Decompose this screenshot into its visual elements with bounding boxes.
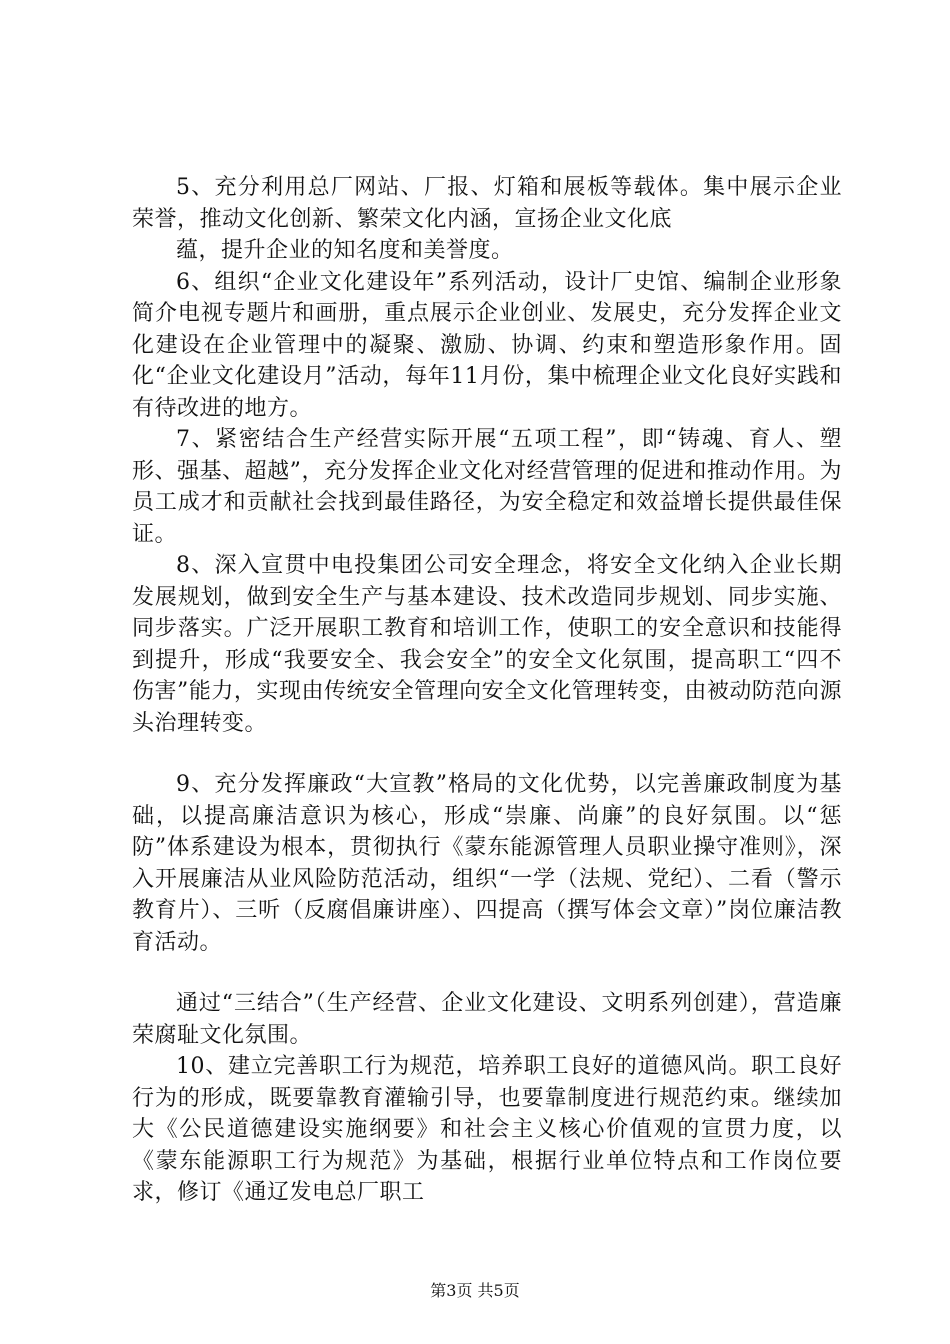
paragraph-6: 6、组织“企业文化建设年”系列活动，设计厂史馆、编制企业形象简介电视专题片和画册，重点展示企业创业、发展史，充分发挥企业文化建设在企业管理中的凝聚、激励、协调、约束和塑造形象作用。固化“企业文化建设月”活动，每年11月份，集中梳理企业文化良好实践和有待改进的地方。 bbox=[132, 269, 842, 421]
page-number-footer: 第3页 共5页 bbox=[430, 1281, 520, 1300]
paragraph-7: 7、紧密结合生产经营实际开展“五项工程”，即“铸魂、育人、塑形、强基、超越”，充分发挥企业文化对经营管理的促进和推动作用。为员工成才和贡献社会找到最佳路径，为安全稳定和效益增长提供最佳保证。 bbox=[132, 427, 842, 547]
paragraph-5-continued: 蕴，提升企业的知名度和美誉度。 bbox=[176, 238, 514, 263]
document-body bbox=[132, 172, 842, 1209]
paragraph-9: 9、充分发挥廉政“大宣教”格局的文化优势，以完善廉政制度为基础，以提高廉洁意识为核心，形成“崇廉、尚廉”的良好氛围。以“惩防”体系建设为根本，贯彻执行《蒙东能源管理人员职业操守准则》，深入开展廉洁从业风险防范活动，组织“一学（法规、党纪）、二看（警示教育片）、三听（反腐倡廉讲座）、四提高（撰写体会文章）”岗位廉洁教育活动。 bbox=[132, 772, 842, 955]
paragraph-10: 10、建立完善职工行为规范，培养职工良好的道德风尚。职工良好行为的形成，既要靠教育灌输引导，也要靠制度进行规范约束。继续加大《公民道德建设实施纲要》和社会主义核心价值观的宣贯力度，以《蒙东能源职工行为规范》为基础，根据行业单位特点和工作岗位要求，修订《通辽发电总厂职工 bbox=[132, 1054, 842, 1205]
paragraph-9-continued: 通过“三结合”（生产经营、企业文化建设、文明系列创建），营造廉荣腐耻文化氛围。 bbox=[132, 991, 842, 1048]
paragraph-5: 5、充分利用总厂网站、厂报、灯箱和展板等载体。集中展示企业荣誉，推动文化创新、繁荣文化内涵，宣扬企业文化底 bbox=[132, 175, 842, 232]
paragraph-8: 8、深入宣贯中电投集团公司安全理念，将安全文化纳入企业长期发展规划，做到安全生产与基本建设、技术改造同步规划、同步实施、同步落实。广泛开展职工教育和培训工作，使职工的安全意识和技能得到提升，形成“我要安全、我会安全”的安全文化氛围，提高职工“四不伤害”能力，实现由传统安全管理向安全文化管理转变，由被动防范向源头治理转变。 bbox=[132, 553, 842, 736]
